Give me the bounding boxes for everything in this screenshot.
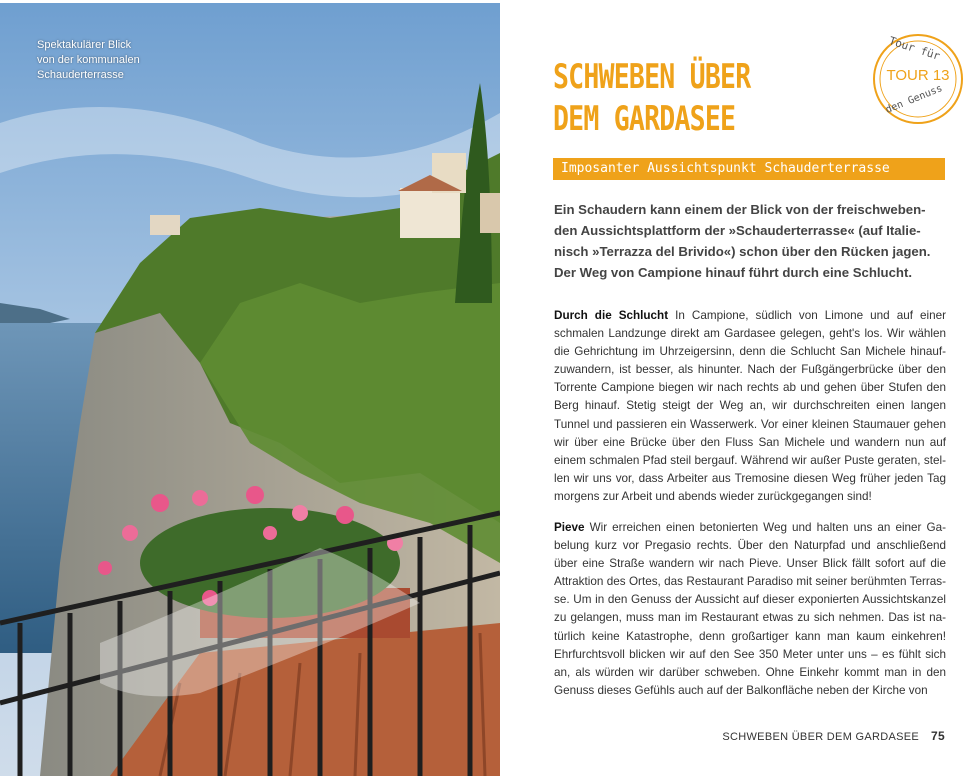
intro-paragraph: Ein Schaudern kann einem der Blick von der freischweben-den Aussichtsplattform der »Schauderterrasse« (auf Italie-nisch »Terrazza del Brivido«) schon über den Rücken jagen. Der Weg von Campione hinauf führt durch eine Schlucht.	[554, 202, 931, 280]
subtitle-bar: Imposanter Aussichtspunkt Schauderterrasse	[553, 158, 945, 180]
page-title	[553, 56, 787, 140]
caption-line: von der kommunalen	[37, 54, 140, 66]
section-paragraph	[554, 519, 946, 700]
cliff-terrace-photo	[0, 3, 500, 776]
side-building	[480, 193, 500, 233]
title-line: SCHWEBEN ÜBER	[553, 57, 751, 97]
stamp-bottom-text: den Genuss	[884, 83, 945, 116]
caption-line: Spektakulärer Blick	[37, 39, 132, 51]
village-building	[400, 188, 460, 238]
photo-illustration	[0, 3, 500, 776]
section-paragraph	[554, 307, 946, 506]
small-building	[150, 215, 180, 235]
stamp-tour-number: TOUR 13	[886, 67, 950, 84]
title-line: DEM GARDASEE	[553, 99, 736, 139]
page-footer	[722, 729, 945, 743]
caption-line: Schauderterrasse	[37, 69, 124, 81]
section-heading: Durch die Schlucht	[554, 309, 669, 322]
section-text: Wir erreichen einen betonierten Weg und halten uns an einer Ga-belung kurz vor Pregasio rechts. Über den Naturpfad und anschließend über eine Straße wandern wir nach Pieve. Unser Blick fällt sofort auf die Attraktion des Ortes, das Restaurant Paradiso mit seiner berühmten Terras-se. Um in den Genuss der Aussicht auf dieser exponierten Aussichtskanzel zu gelangen, muss man im Restaurant etwas zu sich nehmen. Das ist na-türlich keine Katastrophe, denn großartiger kann man kaum einkehren! Ehrfurchtsvoll blicken wir auf den See 350 Meter unter uns – es fühlt sich an, als würden wir darüber schweben. Ohne Einkehr kommt man in den Genuss dieses Gefühls auch auf der Balkonfläche neben der Kirche von	[554, 521, 946, 697]
stamp-top-text: Tour für	[887, 34, 942, 63]
section-heading: Pieve	[554, 521, 585, 534]
page-number: 75	[931, 729, 945, 743]
section-text: In Campione, südlich von Limone und auf einer schmalen Landzunge direkt am Gardasee gelegen, geht's los. Wir wählen die Gehrichtung im Uhrzeigersinn, denn die Schlucht San Michele hinauf-zuwandern, ist besser, als hinunter. Nach der Fußgängerbrücke über den Torrente Campione biegen wir nach rechts ab und gehen über Stufen den Berg hinauf. Stetig steigt der Weg an, wir durchschreiten einen langen Tunnel und passieren ein Wasserwerk. Vor einer kleinen Staumauer gehen wir über eine Brücke über den Fluss San Michele und wandern nun auf einem schmalen Pfad steil bergauf. Während wir außer Puste geraten, stel-len wir uns vor, dass Arbeiter aus Tremosine diesen Weg früher jeden Tag morgens zur Arbeit und abends wieder zurückgegangen sind!	[554, 309, 946, 503]
photo-caption	[37, 38, 187, 83]
running-title: SCHWEBEN ÜBER DEM GARDASEE	[722, 731, 920, 743]
